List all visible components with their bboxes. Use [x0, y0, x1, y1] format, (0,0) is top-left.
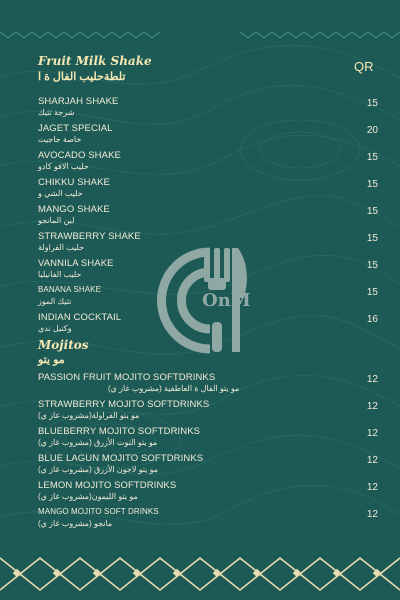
item-price: 12	[366, 428, 378, 439]
item-price: 15	[366, 152, 378, 163]
item-name: PASSION FRUIT MOJITO SOFTDRINKS	[38, 372, 216, 383]
menu-item	[38, 204, 378, 230]
item-name: VANNILA SHAKE	[38, 258, 114, 269]
menu-item	[38, 453, 378, 479]
menu-item	[38, 399, 378, 425]
item-name-ar: مو يتو لاجون الأزرق (مشروب غاز ي)	[38, 465, 159, 474]
item-price: 12	[366, 401, 378, 412]
item-name: AVOCADO SHAKE	[38, 150, 121, 161]
item-name-ar: خاصة جاجيت	[38, 135, 82, 144]
item-price: 12	[366, 509, 378, 520]
item-name-ar: مو يتو التوت الأزرق (مشروب غاز ي)	[38, 438, 158, 447]
currency-label: QR	[354, 59, 374, 74]
item-name-ar: مو يتو الفراولة(مشروب غاز ي)	[38, 411, 140, 420]
item-name: CHIKKU SHAKE	[38, 177, 110, 188]
item-name: MANGO SHAKE	[38, 204, 110, 215]
item-name: BANANA SHAKE	[38, 285, 102, 294]
item-price: 12	[366, 482, 378, 493]
item-name-ar: مانجو (مشروب غاز ي)	[38, 519, 113, 528]
menu-item	[38, 372, 378, 398]
item-name: BLUEBERRY MOJITO SOFTDRINKS	[38, 426, 201, 437]
menu-item	[38, 480, 378, 506]
item-price: 12	[366, 374, 378, 385]
logo-text: OnM	[202, 290, 251, 311]
item-name-ar: حليب الافو كادو	[38, 162, 89, 171]
item-name-ar: حليب الفانيليا	[38, 270, 82, 279]
item-name-ar: مو يتو الليمون(مشروب غاز ي)	[38, 492, 138, 501]
item-name: BLUE LAGUN MOJITO SOFTDRINKS	[38, 453, 204, 464]
item-name-ar: تثيك الموز	[38, 297, 72, 306]
menu-item	[38, 312, 378, 338]
item-name-ar: حليب الفراولة	[38, 243, 85, 252]
menu-item	[38, 231, 378, 257]
item-price: 15	[366, 98, 378, 109]
section-title-fruit-milk-shake: Fruit Milk Shake	[38, 54, 152, 68]
item-price: 15	[366, 179, 378, 190]
item-name: LEMON MOJITO SOFTDRINKS	[38, 480, 177, 491]
item-price: 15	[366, 206, 378, 217]
item-name: INDIAN COCKTAIL	[38, 312, 122, 323]
section-title-ar: تلطةحليب الفال ة ا	[38, 71, 126, 83]
item-price: 15	[366, 287, 378, 298]
item-name-ar: حليب الشي و	[38, 189, 83, 198]
item-name-ar: وكتيل ندي	[38, 324, 72, 333]
menu-item	[38, 150, 378, 176]
menu-item	[38, 96, 378, 122]
menu-item	[38, 177, 378, 203]
menu-item	[38, 123, 378, 149]
menu-item	[38, 507, 378, 533]
section-title-mojitos: Mojitos	[38, 338, 89, 352]
item-price: 15	[366, 260, 378, 271]
item-name: MANGO MOJITO SOFT DRINKS	[38, 507, 159, 516]
item-name: STRAWBERRY MOJITO SOFTDRINKS	[38, 399, 210, 410]
item-name: SHARJAH SHAKE	[38, 96, 119, 107]
item-name-ar: مو يتو الفال ة العاطفية (مشروب غاز ي)	[108, 384, 240, 393]
menu-item	[38, 285, 378, 311]
menu-item	[38, 426, 378, 452]
item-name-ar: شرجة تثيك	[38, 108, 75, 117]
item-price: 15	[366, 233, 378, 244]
section-title-ar: مو يتو	[38, 354, 65, 366]
item-price: 20	[366, 125, 378, 136]
menu-item	[38, 258, 378, 284]
item-price: 16	[366, 314, 378, 325]
item-name: JAGET SPECIAL	[38, 123, 113, 134]
item-price: 12	[366, 455, 378, 466]
item-name: STRAWBERRY SHAKE	[38, 231, 141, 242]
item-name-ar: لبن المانجو	[38, 216, 75, 225]
